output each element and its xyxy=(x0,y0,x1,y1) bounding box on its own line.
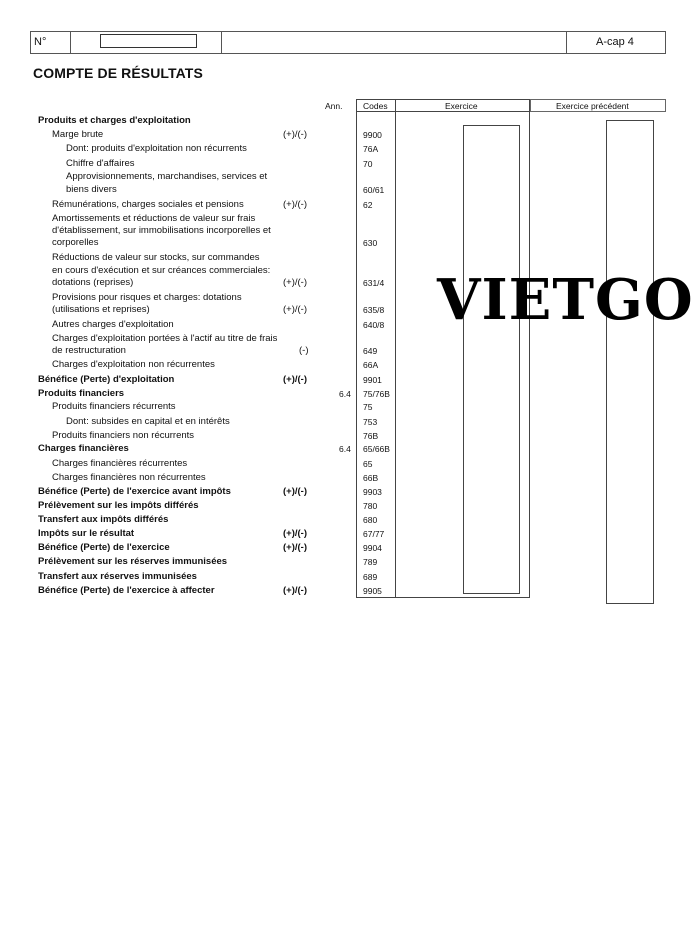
row-label: de restructuration xyxy=(52,345,126,356)
row-code: 67/77 xyxy=(363,529,385,539)
number-label: N° xyxy=(34,36,47,48)
row-label: Dont: produits d'exploitation non récurrents xyxy=(66,143,247,154)
row-label: Prélèvement sur les réserves immunisées xyxy=(38,556,228,567)
row-code: 70 xyxy=(363,159,373,169)
row-label: Dont: subsides en capital et en intérêts xyxy=(66,416,230,427)
header-divider xyxy=(70,32,71,53)
row-annex: 6.4 xyxy=(339,444,351,454)
row-label: Produits financiers récurrents xyxy=(52,401,176,412)
row-label: Provisions pour risques et charges: dotations xyxy=(52,292,242,303)
row-sign: (+)/(-) xyxy=(283,374,308,385)
row-sign: (+)/(-) xyxy=(283,129,308,140)
row-label: Autres charges d'exploitation xyxy=(52,319,174,330)
row-sign: (+)/(-) xyxy=(283,486,308,497)
row-code: 65/66B xyxy=(363,444,390,454)
row-label: Bénéfice (Perte) d'exploitation xyxy=(38,374,175,385)
watermark-logo: VIETGO xyxy=(437,267,694,333)
row-code: 680 xyxy=(363,515,378,525)
row-code: 9903 xyxy=(363,487,382,497)
header-underline xyxy=(356,111,530,112)
row-label: corporelles xyxy=(52,237,99,248)
header-divider xyxy=(566,32,567,53)
row-label: Approvisionnements, marchandises, services et xyxy=(66,171,268,182)
row-label: dotations (reprises) xyxy=(52,277,134,288)
row-code: 60/61 xyxy=(363,185,385,195)
row-sign: (+)/(-) xyxy=(283,304,308,315)
row-label: Produits financiers non récurrents xyxy=(52,430,195,441)
column-exercice: Exercice xyxy=(445,101,478,111)
section-label: A-cap 4 xyxy=(596,36,634,48)
row-label: Chiffre d'affaires xyxy=(66,158,135,169)
row-code: 66A xyxy=(363,360,379,370)
row-label: Bénéfice (Perte) de l'exercice à affecter xyxy=(38,585,215,596)
column-exercice-precedent: Exercice précédent xyxy=(556,101,629,111)
row-label: (utilisations et reprises) xyxy=(52,304,150,315)
row-code: 76A xyxy=(363,144,379,154)
redacted-previous-values xyxy=(606,120,654,604)
row-label: Transfert aux réserves immunisées xyxy=(38,571,197,582)
row-code: 75 xyxy=(363,402,373,412)
row-code: 76B xyxy=(363,431,379,441)
row-code: 640/8 xyxy=(363,320,385,330)
row-code: 75/76B xyxy=(363,389,390,399)
row-label: Charges financières non récurrentes xyxy=(52,472,206,483)
row-sign: (+)/(-) xyxy=(283,528,308,539)
row-label: Amortissements et réductions de valeur sur frais xyxy=(52,213,256,224)
row-code: 9900 xyxy=(363,130,382,140)
header-divider xyxy=(221,32,222,53)
row-label: Charges financières récurrentes xyxy=(52,458,188,469)
row-code: 689 xyxy=(363,572,378,582)
row-code: 65 xyxy=(363,459,373,469)
row-label: Réductions de valeur sur stocks, sur commandes xyxy=(52,252,260,263)
column-ann: Ann. xyxy=(325,101,343,111)
row-sign: (+)/(-) xyxy=(283,199,308,210)
row-code: 649 xyxy=(363,346,378,356)
row-label: d'établissement, sur immobilisations incorporelles et xyxy=(52,225,271,236)
column-codes: Codes xyxy=(363,101,388,111)
row-label: Impôts sur le résultat xyxy=(38,528,135,539)
row-sign: (+)/(-) xyxy=(283,542,308,553)
row-sign: (+)/(-) xyxy=(283,277,308,288)
row-code: 631/4 xyxy=(363,278,385,288)
row-code: 780 xyxy=(363,501,378,511)
row-annex: 6.4 xyxy=(339,389,351,399)
row-label: Charges d'exploitation portées à l'actif au titre de frais xyxy=(52,333,278,344)
redacted-current-values xyxy=(463,125,520,594)
row-label: Bénéfice (Perte) de l'exercice xyxy=(38,542,170,553)
row-label: Prélèvement sur les impôts différés xyxy=(38,500,199,511)
row-code: 9901 xyxy=(363,375,382,385)
row-label: Transfert aux impôts différés xyxy=(38,514,169,525)
row-code: 9905 xyxy=(363,586,382,596)
row-sign: (+)/(-) xyxy=(283,585,308,596)
row-label: Produits et charges d'exploitation xyxy=(38,115,191,126)
row-code: 635/8 xyxy=(363,305,385,315)
row-code: 753 xyxy=(363,417,378,427)
row-label: biens divers xyxy=(66,184,117,195)
row-code: 62 xyxy=(363,200,373,210)
row-code: 789 xyxy=(363,557,378,567)
number-field[interactable] xyxy=(100,34,197,48)
row-label: Charges financières xyxy=(38,443,129,454)
page-title: COMPTE DE RÉSULTATS xyxy=(33,65,203,81)
row-label: en cours d'exécution et sur créances commerciales: xyxy=(52,265,271,276)
row-label: Rémunérations, charges sociales et pensions xyxy=(52,199,244,210)
row-sign: (-) xyxy=(299,345,309,356)
row-code: 630 xyxy=(363,238,378,248)
row-label: Charges d'exploitation non récurrentes xyxy=(52,359,215,370)
codes-divider xyxy=(395,99,396,598)
row-code: 66B xyxy=(363,473,379,483)
row-code: 9904 xyxy=(363,543,382,553)
row-label: Produits financiers xyxy=(38,388,125,399)
row-label: Marge brute xyxy=(52,129,104,140)
row-label: Bénéfice (Perte) de l'exercice avant impôts xyxy=(38,486,231,497)
